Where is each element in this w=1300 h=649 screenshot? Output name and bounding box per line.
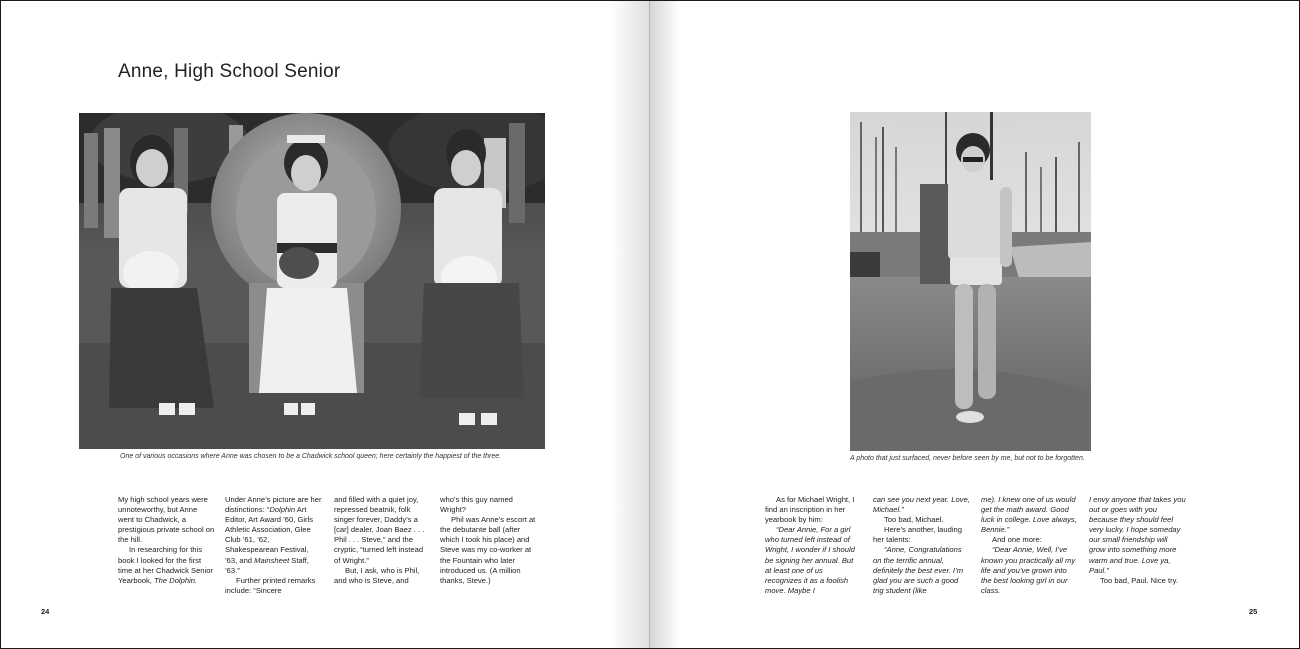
- paragraph: Too bad, Michael.: [884, 515, 944, 525]
- page-title: Anne, High School Senior: [118, 61, 341, 82]
- paragraph: But, I ask, who is Phil, and who is Steve, and: [334, 565, 420, 585]
- right-page: [650, 1, 1299, 648]
- photo-anne-on-beach: [850, 112, 1091, 451]
- paragraph: can see you next year. Love, Michael.”: [873, 495, 970, 515]
- page-number: 24: [41, 607, 50, 616]
- paragraph: And one more:: [992, 535, 1042, 545]
- paragraph: “Dear Annie, For a girl who turned left instead of Wright, I wonder if I should be signing her annual. But at least one of us recognizes it as a foolish move. Maybe I: [765, 525, 855, 595]
- paragraph: Under Anne’s picture are her distinctions: “Dolphin Art Editor, Art Award ’60, Girls Athletic Association, Glee Club ’61, ’62, Shakespearean Festival, ’63, and Mainsheet Staff, ’63.”: [225, 495, 322, 575]
- left-page: [1, 1, 650, 648]
- paragraph: In researching for this book I looked for the first time at her Chadwick Senior Yearbook, The Dolphin.: [118, 545, 213, 585]
- text-column-1: [118, 495, 215, 586]
- paragraph: me). I knew one of us would get the math award. Good luck in college. Love always, Bennie.”: [981, 495, 1077, 535]
- gutter-shadow: [650, 1, 680, 648]
- text-column-4: [440, 495, 537, 586]
- photo-school-queens: [79, 113, 545, 449]
- paragraph: My high school years were unnoteworthy, but Anne went to Chadwick, a prestigious private school on the hill.: [118, 495, 215, 545]
- paragraph: Phil was Anne’s escort at the debutante ball (after which I took his place) and Steve was my co-worker at the Fountain who later introduced us. (A million thanks, Steve.): [440, 515, 536, 585]
- text-column-4: [1089, 495, 1186, 586]
- text-column-3: [981, 495, 1078, 596]
- text-column-3: [334, 495, 431, 586]
- paragraph: As for Michael Wright, I find an inscription in her yearbook by him:: [765, 495, 855, 525]
- photo-caption: One of various occasions where Anne was chosen to be a Chadwick school queen; here certainly the happiest of the three.: [120, 453, 502, 460]
- text-column-2: [873, 495, 970, 596]
- text-column-1: [765, 495, 861, 596]
- paragraph: Too bad, Paul. Nice try.: [1100, 575, 1178, 585]
- paragraph: Further printed remarks include: “Sincere: [225, 575, 316, 595]
- paragraph: “Anne, Congratulations on the terrific annual, definitely the best ever. I’m glad you are such a good trig student (like: [873, 545, 964, 595]
- gutter-shadow: [610, 1, 650, 648]
- page-number: 25: [1249, 607, 1258, 616]
- text-column-2: [225, 495, 322, 596]
- photo-caption: A photo that just surfaced, never before seen by me, but not to be forgotten.: [850, 455, 1085, 462]
- paragraph: Here’s another, lauding her talents:: [873, 525, 962, 545]
- paragraph: I envy anyone that takes you out or goes with you because they should feel very lucky. I hope someday our small friendship will grow into something more warm and true. Love ya, Paul.”: [1089, 495, 1186, 575]
- paragraph: and filled with a quiet joy, repressed beatnik, folk singer forever, Daddy’s a [car] dealer, Joan Baez . . . Phil . . . Steve,” and the cryptic, “turned left instead of Wright.”: [334, 495, 425, 565]
- paragraph: who’s this guy named Wright?: [440, 495, 513, 515]
- paragraph: “Dear Annie, Well, I’ve known you practically all my life and you’ve grown into the best looking girl in our class.: [981, 545, 1076, 595]
